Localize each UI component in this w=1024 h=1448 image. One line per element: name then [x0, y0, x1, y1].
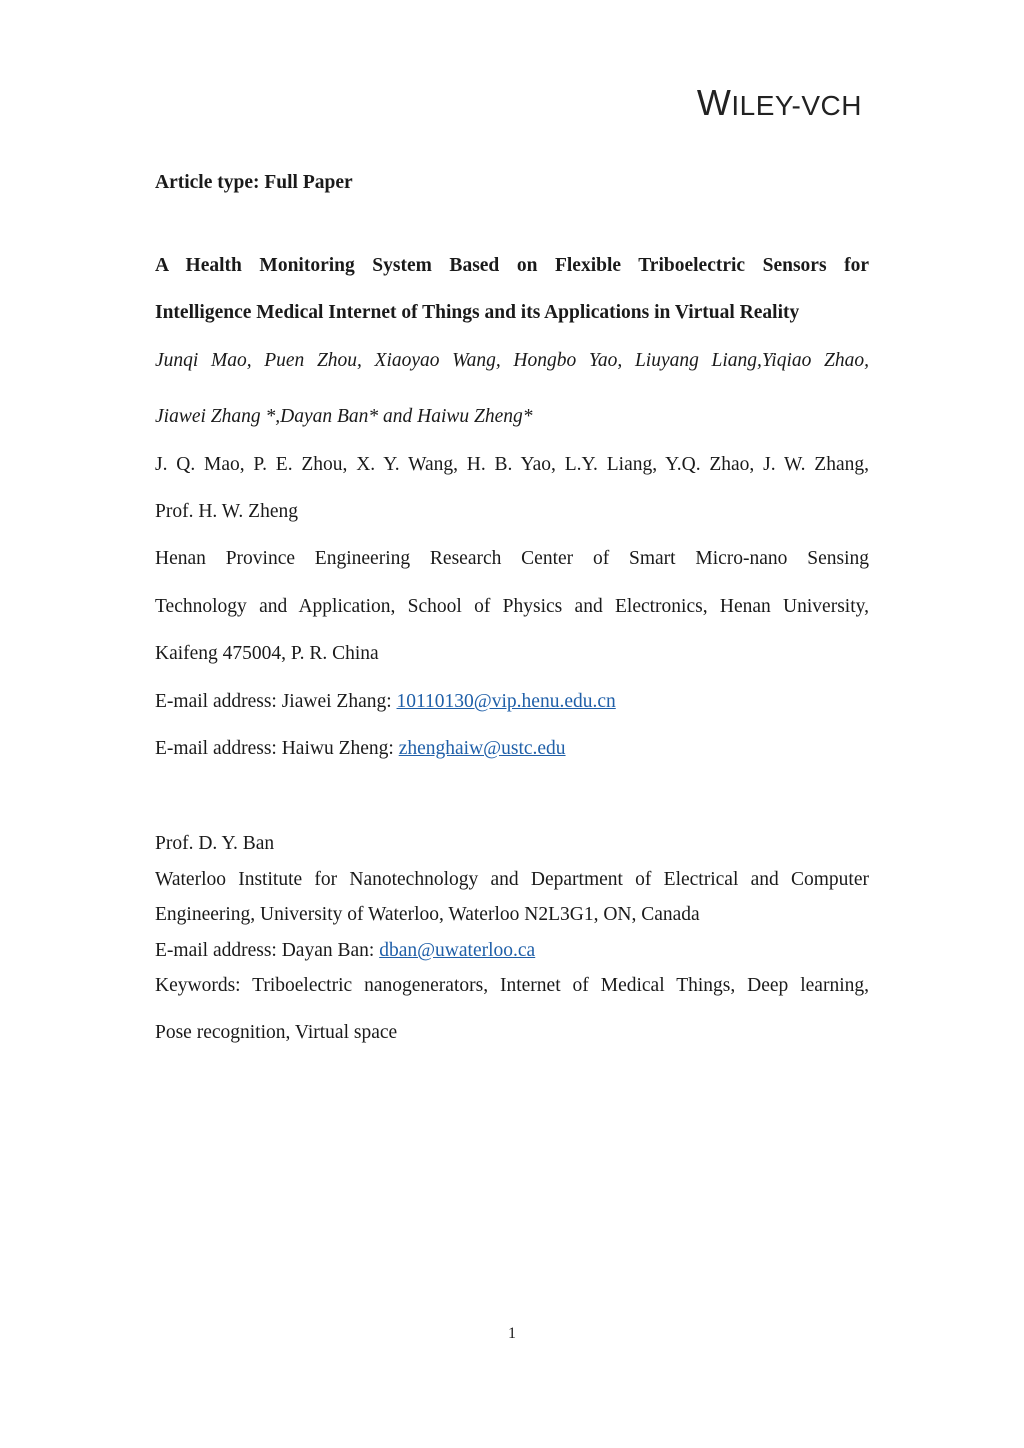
- wiley-vch-logo: [697, 82, 862, 124]
- logo-letter-w: W: [696, 82, 732, 123]
- waterloo-institution-line-1: Waterloo Institute for Nanotechnology and Department of Electrical and Computer: [155, 869, 869, 890]
- email-line-zheng: [155, 737, 869, 761]
- email-link-zheng[interactable]: zhenghaiw@ustc.edu: [398, 738, 566, 759]
- logo-letters-vch: -VCH: [791, 90, 862, 121]
- institution-line-3: Kaifeng 475004, P. R. China: [155, 643, 379, 664]
- email-line-ban: [155, 939, 869, 963]
- title-line-1: A Health Monitoring System Based on Flexible Triboelectric Sensors for: [155, 255, 869, 276]
- page-number: 1: [508, 1325, 516, 1342]
- logo-letters-iley: ILEY: [731, 90, 792, 121]
- keywords-line-1: Keywords: Triboelectric nanogenerators, Internet of Medical Things, Deep learning,: [155, 975, 869, 996]
- ban-name: Prof. D. Y. Ban: [155, 833, 275, 854]
- institution-line-1: Henan Province Engineering Research Center of Smart Micro-nano Sensing: [155, 548, 869, 569]
- email-link-zhang[interactable]: 10110130@vip.henu.edu.cn: [396, 691, 616, 712]
- email-link-ban[interactable]: dban@uwaterloo.ca: [379, 940, 536, 961]
- title-line-2: Intelligence Medical Internet of Things and its Applications in Virtual Reality: [155, 302, 800, 323]
- email-label-ban: E-mail address: Dayan Ban:: [155, 940, 380, 961]
- affiliation-names-line-2: Prof. H. W. Zheng: [155, 501, 298, 522]
- email-label-zheng: E-mail address: Haiwu Zheng:: [155, 738, 399, 759]
- email-label-zhang: E-mail address: Jiawei Zhang:: [155, 691, 397, 712]
- authors-line-1: Junqi Mao, Puen Zhou, Xiaoyao Wang, Hongbo Yao, Liuyang Liang,Yiqiao Zhao,: [155, 350, 869, 371]
- article-type: Article type: Full Paper: [155, 172, 353, 193]
- affiliation-names-line-1: J. Q. Mao, P. E. Zhou, X. Y. Wang, H. B. Yao, L.Y. Liang, Y.Q. Zhao, J. W. Zhang,: [155, 454, 869, 475]
- authors-line-2: Jiawei Zhang *,Dayan Ban* and Haiwu Zheng*: [155, 406, 533, 427]
- institution-line-2: Technology and Application, School of Physics and Electronics, Henan University,: [155, 596, 869, 617]
- keywords-line-2: Pose recognition, Virtual space: [155, 1022, 398, 1043]
- waterloo-institution-line-2: Engineering, University of Waterloo, Waterloo N2L3G1, ON, Canada: [155, 904, 700, 925]
- email-line-zhang: [155, 690, 869, 714]
